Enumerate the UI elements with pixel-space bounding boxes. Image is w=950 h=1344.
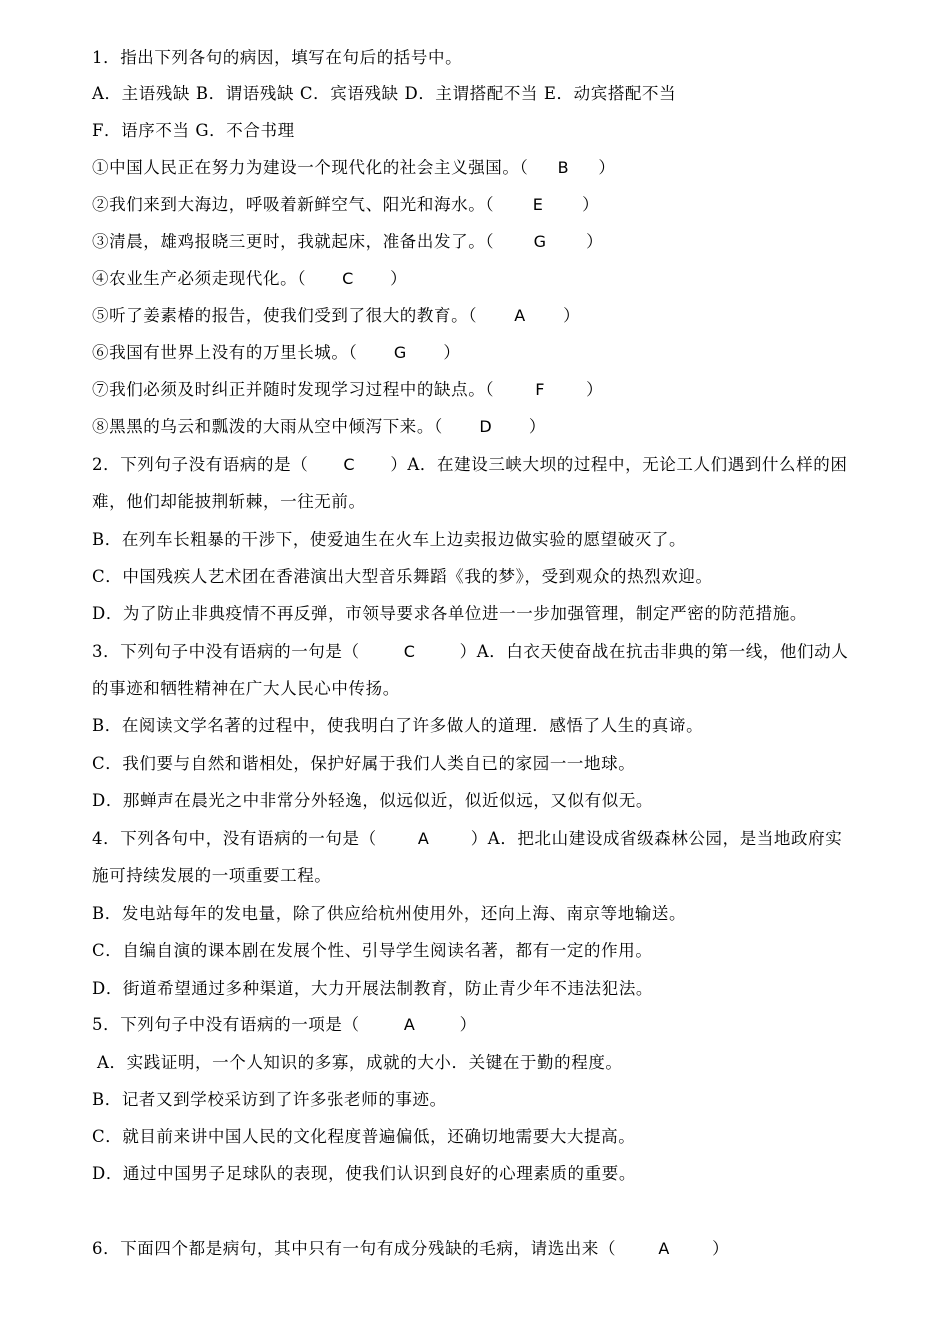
q3-stem	[92, 640, 910, 664]
q2-stem-cont: 难，他们却能披荆斩棘，一往无前。	[92, 492, 366, 511]
q3-stem-pre: 3．下列句子中没有语病的一句是（	[92, 642, 360, 661]
q1-item-text: ⑦我们必须及时纠正并随时发现学习过程中的缺点。（	[92, 380, 495, 399]
q1-item-4	[92, 267, 910, 291]
q5-option-c: C．就目前来讲中国人民的文化程度普遍偏低，还确切地需要大大提高。	[92, 1127, 636, 1146]
q5-option-d: D．通过中国男子足球队的表现，使我们认识到良好的心理素质的重要。	[92, 1164, 636, 1183]
q1-item-close: ）	[528, 417, 546, 436]
q2-stem-post: ）A．在建设三峡大坝的过程中，无论工人们遇到什么样的困	[390, 455, 848, 474]
q1-item-close: ）	[586, 232, 604, 251]
q5-stem-pre: 5．下列句子中没有语病的一项是（	[92, 1015, 360, 1034]
q1-item-answer: G	[533, 232, 547, 251]
q4-answer: A	[417, 829, 430, 848]
q1-item-8	[92, 415, 910, 439]
q1-item-close: ）	[598, 158, 616, 177]
q1-item-1	[92, 156, 910, 180]
q4-option-b: B．发电站每年的发电量，除了供应给杭州使用外，还向上海、南京等地输送。	[92, 904, 687, 923]
q1-item-close: ）	[582, 195, 600, 214]
q3-stem-cont: 的事迹和牺牲精神在广大人民心中传扬。	[92, 679, 400, 698]
q5-answer: A	[403, 1015, 416, 1034]
q1-item-text: ③清晨，雄鸡报晓三更时，我就起床，准备出发了。（	[92, 232, 495, 251]
q1-item-text: ④农业生产必须走现代化。（	[92, 269, 307, 288]
q4-stem-post: ）A．把北山建设成省级森林公园，是当地政府实	[470, 829, 843, 848]
q2-stem	[92, 453, 910, 477]
q3-option-d: D．那蝉声在晨光之中非常分外轻逸，似远似近，似近似远，又似有似无。	[92, 791, 654, 810]
q3-option-b: B．在阅读文学名著的过程中，使我明白了许多做人的道理．感悟了人生的真谛。	[92, 716, 704, 735]
q1-item-close: ）	[586, 380, 604, 399]
q5-stem	[92, 1013, 910, 1037]
q2-option-d: D．为了防止非典疫情不再反弹，市领导要求各单位进一一步加强管理，制定严密的防范措施。	[92, 604, 807, 623]
q1-item-text: ①中国人民正在努力为建设一个现代化的社会主义强国。（	[92, 158, 529, 177]
q4-stem-pre: 4．下列各句中，没有语病的一句是（	[92, 829, 377, 848]
q2-stem-pre: 2．下列句子没有语病的是（	[92, 455, 309, 474]
q5-option-b: B．记者又到学校采访到了许多张老师的事迹。	[92, 1090, 447, 1109]
q1-item-3	[92, 230, 910, 254]
q1-options-line2: F．语序不当 G．不合书理	[92, 121, 295, 140]
q6-stem-post: ）	[712, 1239, 730, 1258]
q1-item-text: ⑤听了姜素椿的报告，使我们受到了很大的教育。（	[92, 306, 478, 325]
q4-option-c: C．自编自演的课本剧在发展个性、引导学生阅读名著，都有一定的作用。	[92, 941, 653, 960]
q1-item-answer: G	[393, 343, 407, 362]
q1-stem: 1．指出下列各句的病因，填写在句后的括号中。	[92, 48, 463, 67]
q1-item-answer: B	[557, 158, 570, 177]
q6-stem-pre: 6．下面四个都是病句，其中只有一句有成分残缺的毛病，请选出来（	[92, 1239, 617, 1258]
q3-option-c: C．我们要与自然和谐相处，保护好属于我们人类自已的家园一一地球。	[92, 754, 636, 773]
q4-stem	[92, 827, 910, 851]
q3-answer: C	[403, 642, 416, 661]
q1-item-6	[92, 341, 910, 365]
q1-item-7	[92, 378, 910, 402]
q4-option-d: D．街道希望通过多种渠道，大力开展法制教育，防止青少年不违法犯法。	[92, 979, 654, 998]
q1-item-answer: C	[342, 269, 354, 288]
q1-item-2	[92, 193, 910, 217]
q1-item-5	[92, 304, 910, 328]
q4-stem-cont: 施可持续发展的一项重要工程。	[92, 866, 332, 885]
q1-item-text: ⑧黑黑的乌云和瓢泼的大雨从空中倾泻下来。（	[92, 417, 443, 436]
q1-item-answer: A	[514, 306, 526, 325]
q1-item-close: ）	[390, 269, 408, 288]
q1-item-close: ）	[563, 306, 581, 325]
q2-answer: C	[343, 455, 356, 474]
q3-stem-post: ）A．白衣天使奋战在抗击非典的第一线，他们动人	[459, 642, 849, 661]
q6-answer: A	[658, 1239, 670, 1258]
q1-item-text: ⑥我国有世界上没有的万里长城。（	[92, 343, 358, 362]
q5-option-a: A．实践证明，一个人知识的多寡，成就的大小．关键在于勤的程度。	[97, 1053, 623, 1072]
q2-option-b: B．在列车长粗暴的干涉下，使爱迪生在火车上边卖报边做实验的愿望破灭了。	[92, 530, 687, 549]
q1-item-answer: D	[479, 417, 493, 436]
q1-item-answer: F	[535, 380, 546, 399]
q6-stem	[92, 1237, 910, 1261]
q1-item-answer: E	[532, 195, 544, 214]
q2-option-c: C．中国残疾人艺术团在香港演出大型音乐舞蹈《我的梦》，受到观众的热烈欢迎。	[92, 567, 713, 586]
q5-stem-post: ）	[459, 1015, 477, 1034]
q1-item-close: ）	[443, 343, 461, 362]
q1-item-text: ②我们来到大海边，呼吸着新鲜空气、阳光和海水。（	[92, 195, 495, 214]
q1-options-line1: A．主语残缺 B．谓语残缺 C．宾语残缺 D．主谓搭配不当 E．动宾搭配不当	[92, 84, 677, 103]
